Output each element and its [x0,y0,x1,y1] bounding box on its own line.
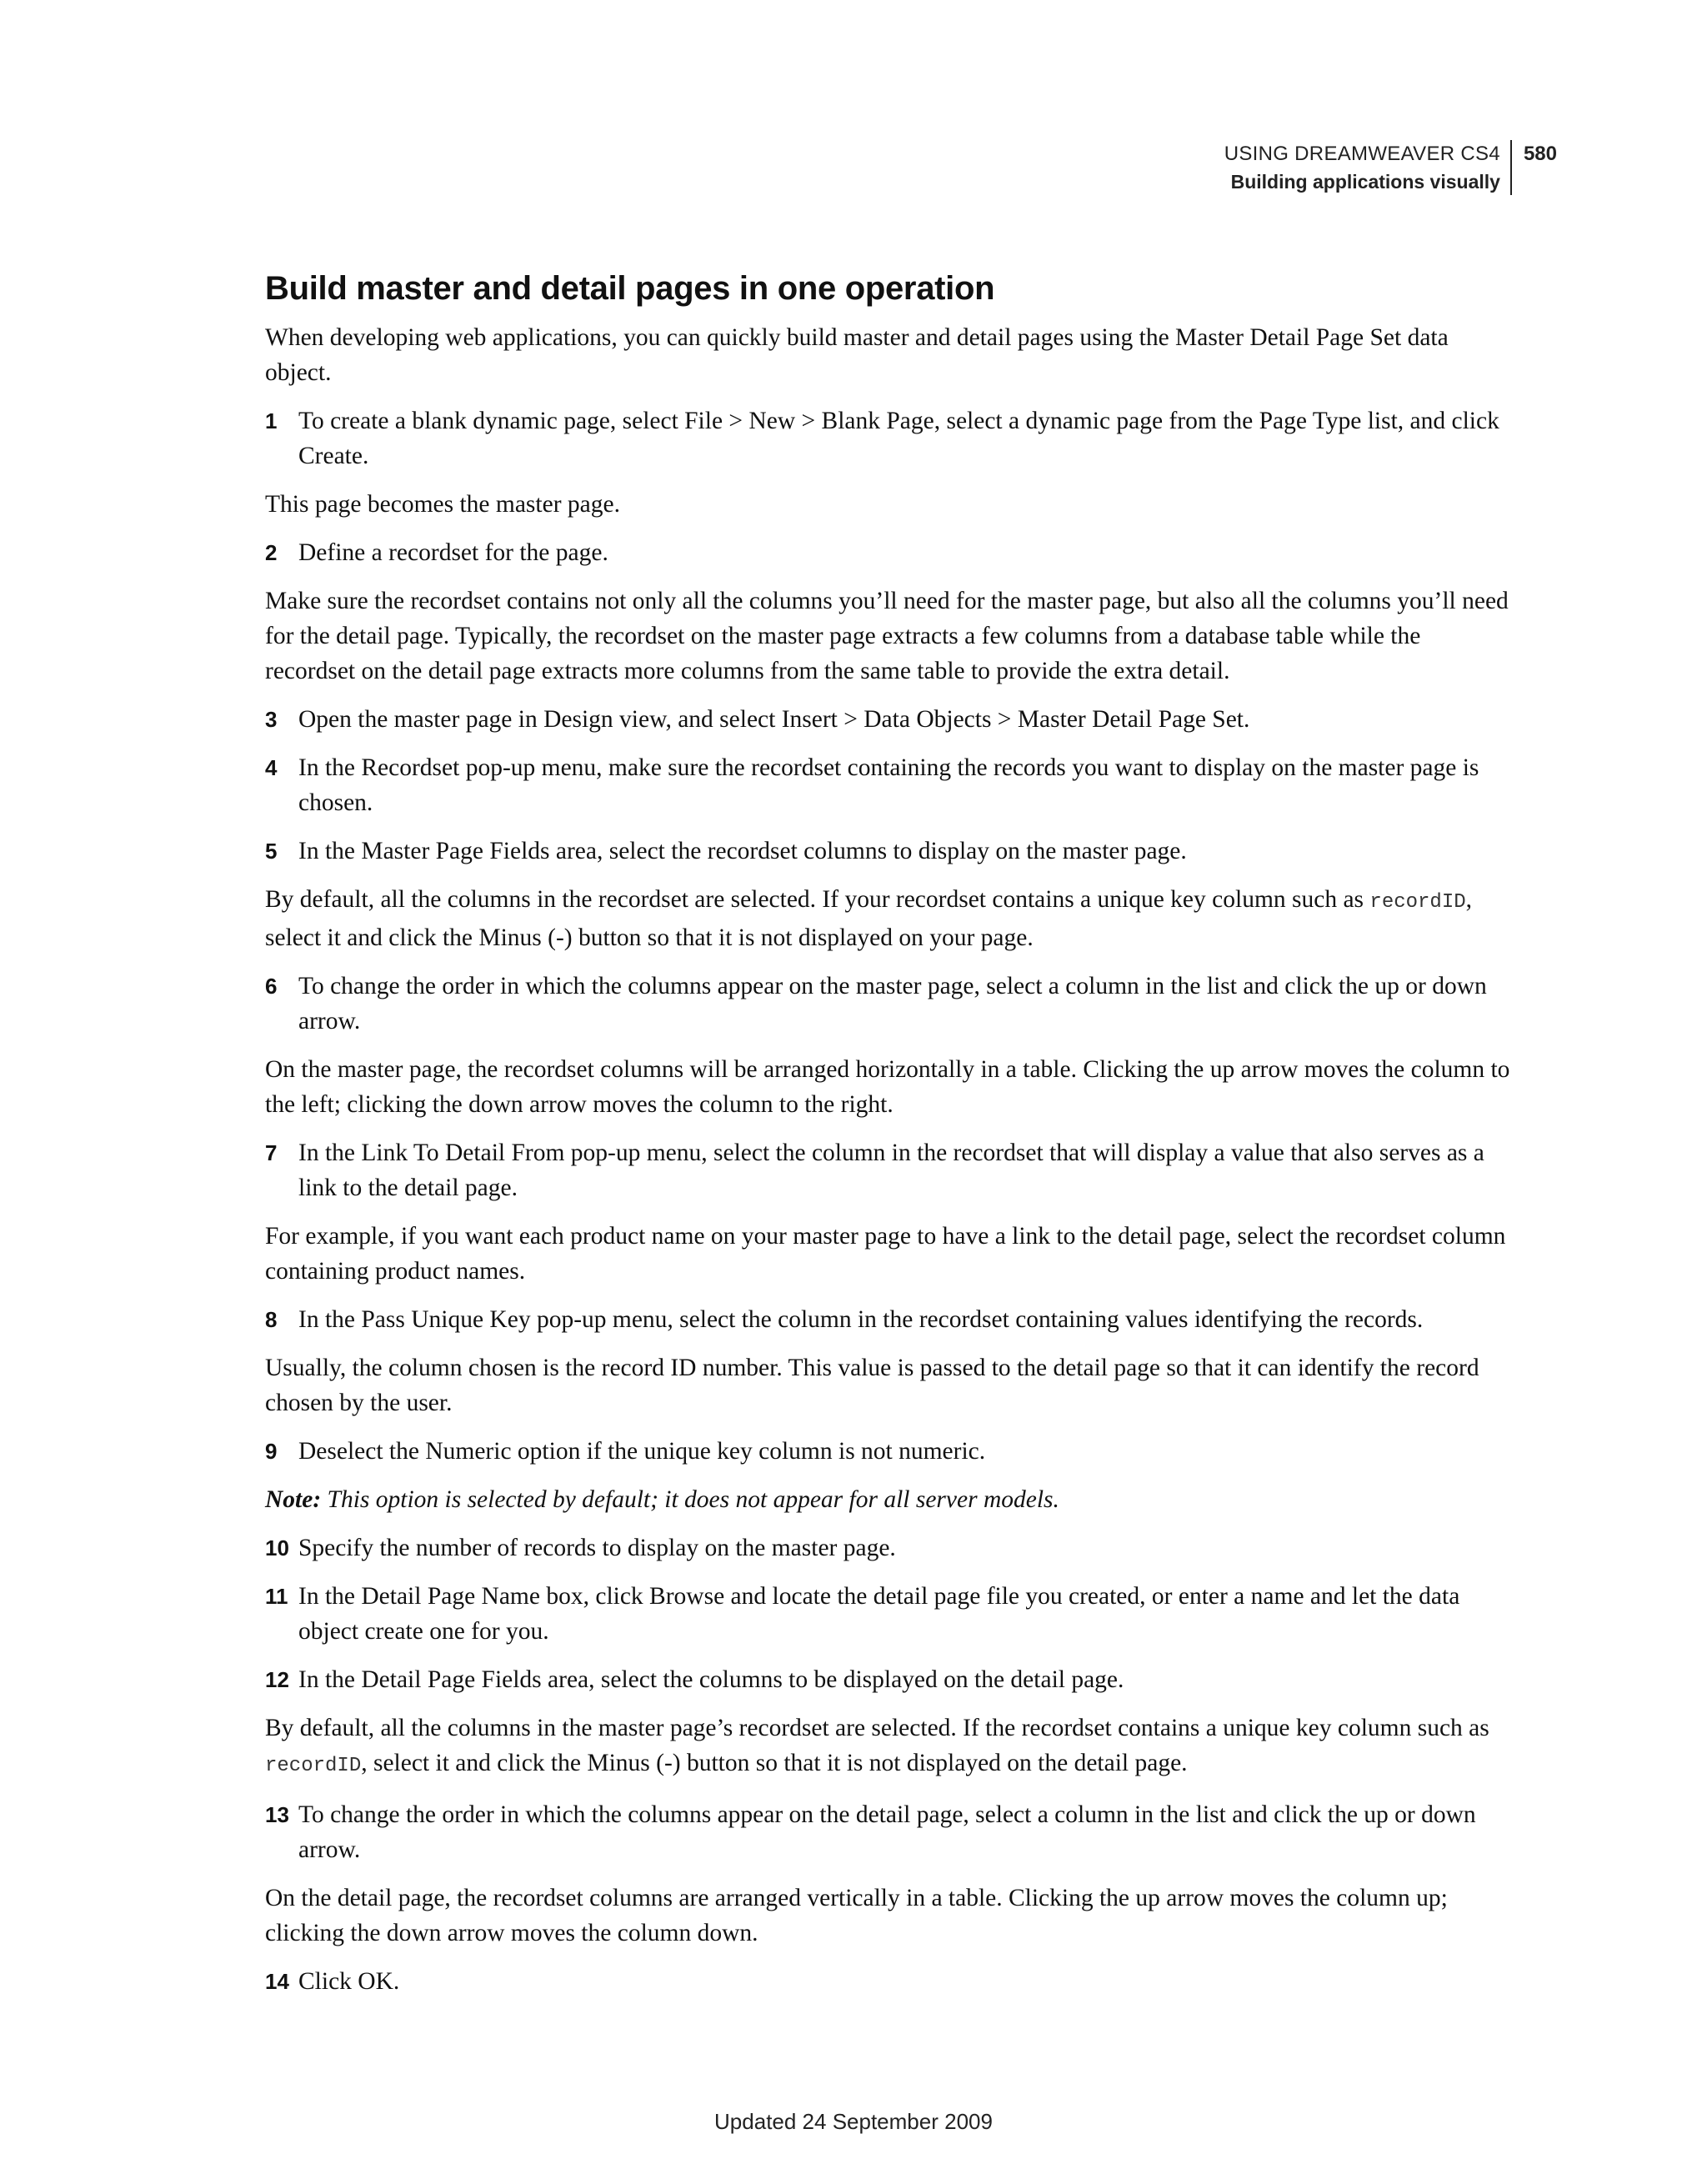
step-text: In the Detail Page Fields area, select the columns to be displayed on the detail page. [298,1666,1124,1693]
intro-paragraph: When developing web applications, you can quickly build master and detail pages using the Master Detail Page Set data object. [265,324,1449,386]
step-11 [265,1579,1510,1649]
section-heading: Build master and detail pages in one operation [265,270,995,307]
paragraph-text: By default, all the columns in the recordset are selected. If your recordset contains a unique key column such as [265,886,1370,913]
step-number: 6 [265,974,278,999]
step-5 [265,834,1510,869]
paragraph-text: By default, all the columns in the master page’s recordset are selected. If the recordset contains a unique key column such as [265,1715,1489,1741]
step-7 [265,1135,1510,1205]
step-text: Open the master page in Design view, and select Insert > Data Objects > Master Detail Page Set. [298,706,1250,733]
step-number: 11 [265,1584,288,1609]
step-text: In the Master Page Fields area, select the recordset columns to display on the master page. [298,838,1187,864]
step-number: 14 [265,1969,289,1994]
note [265,1482,1510,1517]
step-text: To change the order in which the columns appear on the master page, select a column in the list and click the up or down arrow. [298,973,1487,1034]
paragraph-master-arrangement: On the master page, the recordset columns will be arranged horizontally in a table. Clicking the up arrow moves the column to the left; clicking the down arrow moves the column to the right. [265,1056,1510,1118]
step-2 [265,535,1510,570]
step-text: Specify the number of records to display on the master page. [298,1535,896,1561]
paragraph-usually: Usually, the column chosen is the record ID number. This value is passed to the detail page so that it can identify the record chosen by the user. [265,1355,1479,1416]
paragraph-recordset: Make sure the recordset contains not only all the columns you’ll need for the master page, but also all the columns you’ll need for the detail page. Typically, the recordset on the master page extracts a few columns from a database table while the recordset on the detail page extracts more columns from the same table to provide the extra detail. [265,588,1509,684]
step-number: 12 [265,1667,289,1692]
step-9 [265,1434,1510,1469]
step-4 [265,750,1510,820]
step-text: In the Pass Unique Key pop-up menu, select the column in the recordset containing values identifying the records. [298,1306,1424,1333]
paragraph-master-page: This page becomes the master page. [265,491,620,518]
page-footer: Updated 24 September 2009 [714,2109,993,2134]
running-header [1224,140,1512,195]
step-number: 5 [265,839,278,864]
step-number: 10 [265,1535,289,1560]
step-3 [265,702,1510,737]
step-8 [265,1302,1510,1337]
paragraph-default-detail [265,1711,1510,1784]
page-body [265,265,1510,2012]
step-text: In the Recordset pop-up menu, make sure the recordset containing the records you want to display on the master page is chosen. [298,754,1479,816]
step-number: 7 [265,1140,278,1165]
paragraph-example: For example, if you want each product name on your master page to have a link to the detail page, select the recordset column containing product names. [265,1223,1506,1285]
book-title: USING DREAMWEAVER CS4 [1224,143,1500,165]
note-text: This option is selected by default; it does not appear for all server models. [321,1486,1059,1513]
step-6 [265,969,1510,1039]
step-12 [265,1662,1510,1697]
page-number: 580 [1523,143,1557,165]
step-number: 9 [265,1439,278,1464]
step-number: 3 [265,707,278,732]
step-14 [265,1964,1510,1999]
paragraph-default-master [265,882,1510,955]
step-text: To change the order in which the columns appear on the detail page, select a column in the list and click the up or down arrow. [298,1801,1476,1863]
paragraph-text: , select it and click the Minus (-) button so that it is not displayed on the detail page. [361,1750,1188,1776]
step-number: 1 [265,408,278,433]
step-13 [265,1797,1510,1867]
paragraph-text: , select it and click the Minus (-) button so that it is not displayed on your page. [265,886,1473,951]
step-number: 4 [265,755,278,780]
step-text: Deselect the Numeric option if the unique key column is not numeric. [298,1438,986,1465]
step-text: Define a recordset for the page. [298,539,608,566]
paragraph-detail-arrangement: On the detail page, the recordset columns are arranged vertically in a table. Clicking the up arrow moves the column up; clicking the down arrow moves the column down. [265,1885,1448,1946]
code-recordid: recordID [1369,891,1466,914]
step-text: In the Link To Detail From pop-up menu, select the column in the recordset that will display a value that also serves as a link to the detail page. [298,1140,1484,1201]
step-text: Click OK. [298,1968,400,1995]
chapter-title: Building applications visually [1230,171,1500,193]
step-10 [265,1530,1510,1565]
code-recordid: recordID [265,1755,362,1777]
step-number: 8 [265,1307,278,1332]
step-number: 13 [265,1802,289,1827]
page-header [1224,140,1557,195]
step-text: To create a blank dynamic page, select File > New > Blank Page, select a dynamic page from the Page Type list, and click Create. [298,408,1499,469]
step-number: 2 [265,540,278,565]
step-text: In the Detail Page Name box, click Browse and locate the detail page file you created, or enter a name and let the data object create one for you. [298,1583,1460,1645]
note-label: Note: [265,1486,322,1513]
step-1 [265,403,1510,473]
